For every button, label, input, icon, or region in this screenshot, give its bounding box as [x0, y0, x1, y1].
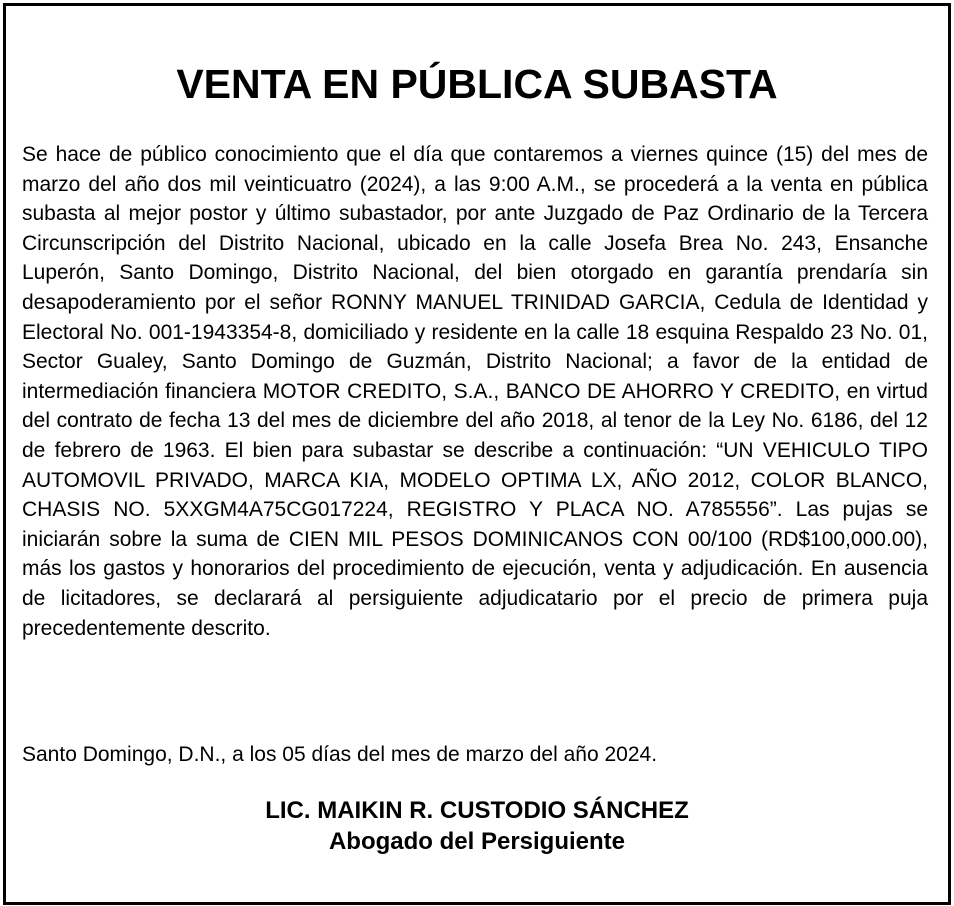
- notice-body: Se hace de público conocimiento que el día que contaremos a viernes quince (15) del mes de marzo del año dos mil veinticuatro (2024), a las 9:00 A.M., se procederá a la venta en pública subasta al mejor postor y último subastador, por ante Juzgado de Paz Ordinario de la Tercera Circunscripción del Distrito Nacional, ubicado en la calle Josefa Brea No. 243, Ensanche Luperón, Santo Domingo, Distrito Nacional, del bien otorgado en garantía prendaría sin desapoderamiento por el señor RONNY MANUEL TRINIDAD GARCIA, Cedula de Identidad y Electoral No. 001-1943354-8, domiciliado y residente en la calle 18 esquina Respaldo 23 No. 01, Sector Gualey, Santo Domingo de Guzmán, Distrito Nacional; a favor de la entidad de intermediación financiera MOTOR CREDITO, S.A., BANCO DE AHORRO Y CREDITO, en virtud del contrato de fecha 13 del mes de diciembre del año 2018, al tenor de la Ley No. 6186, del 12 de febrero de 1963. El bien para subastar se describe a continuación: “UN VEHICULO TIPO AUTOMOVIL PRIVADO, MARCA KIA, MODELO OPTIMA LX, AÑO 2012, COLOR BLANCO, CHASIS NO. 5XXGM4A75CG017224, REGISTRO Y PLACA NO. A785556”. Las pujas se iniciarán sobre la suma de CIEN MIL PESOS DOMINICANOS CON 00/100 (RD$100,000.00), más los gastos y honorarios del procedimiento de ejecución, venta y adjudicación. En ausencia de licitadores, se declarará al persiguiente adjudicatario por el precio de primera puja precedentemente descrito.: [22, 143, 928, 640]
- notice-title: VENTA EN PÚBLICA SUBASTA: [176, 61, 778, 107]
- signer-name: LIC. MAIKIN R. CUSTODIO SÁNCHEZ: [265, 797, 689, 824]
- notice-frame: [3, 3, 951, 905]
- signer-role: Abogado del Persiguiente: [328, 828, 626, 855]
- notice-date-line: Santo Domingo, D.N., a los 05 días del mes de marzo del año 2024.: [22, 743, 658, 766]
